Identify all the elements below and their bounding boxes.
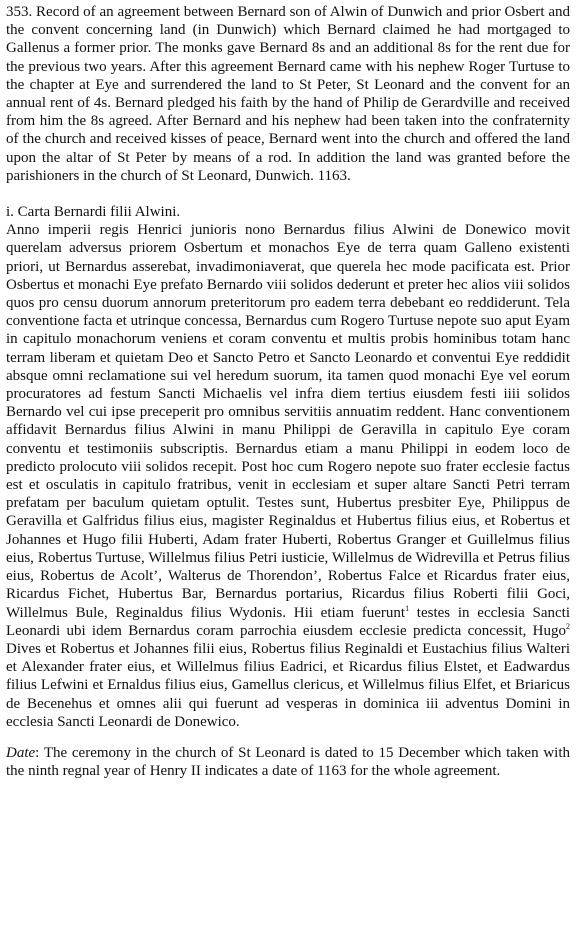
date-note bbox=[6, 744, 570, 780]
charter-text-part-3: Dives et Robertus et Johannes filii eius, Robertus filius Reginaldi et Eustachius filius Walteri et Alexander frater eius, et Willelmus filius Eadrici, et Ricardus filius Elstet, et Eadwardus filius Lefwini et Ernaldus filius eius, Gamellus clericus, et Willelmus filius Elfet, et Briaricus de Becenehus et omnes alii qui fuerunt ad vesperas in dominica iii adventus Domini in ecclesia Sancti Leonardi de Donewico. bbox=[6, 640, 570, 730]
record-text: 353. Record of an agreement between Bernard son of Alwin of Dunwich and prior Osbert and the convent concerning land (in Dunwich) which Bernard claimed he had mortgaged to Gallenus a former prior. The monks gave Bernard 8s and an additional 8s for the rent due for the previous two years. After this agreement Bernard came with his nephew Roger Turtuse to the chapter at Eye and surrendered the land to St Peter, St Leonard and the convent for an annual rent of 4s. Bernard pledged his faith by the hand of Philip de Gerardville and received from him the 8s agreed. After Bernard and his nephew had been taken into the confraternity of the church and received kisses of peace, Bernard went into the church and offered the land upon the altar of St Peter by means of a rod. In addition the land was granted before the parishioners in the church of St Leonard, Dunwich. 1163. bbox=[6, 4, 570, 184]
section-spacer bbox=[6, 731, 570, 744]
date-text: : The ceremony in the church of St Leonard is dated to 15 December which taken with the ninth regnal year of Henry II indicates a date of 1163 for the whole agreement. bbox=[6, 744, 570, 780]
footnote-mark-2: 2 bbox=[566, 621, 570, 631]
charter-text-part-2: testes in ecclesia Sancti Leonardi ubi idem Bernardus coram parrochia eiusdem ecclesie predicta concessit, Hugo bbox=[6, 604, 570, 639]
charter-text bbox=[6, 221, 570, 731]
section-spacer bbox=[6, 185, 570, 203]
date-note-text bbox=[6, 744, 570, 780]
date-label: Date bbox=[6, 744, 36, 761]
charter-heading: i. Carta Bernardi filii Alwini. bbox=[6, 204, 181, 221]
charter-section bbox=[6, 203, 570, 731]
footnote-mark-1: 1 bbox=[405, 603, 410, 613]
charter-text-part-1: Anno imperii regis Henrici junioris nono Bernardus filius Alwini de Donewico movit querelam adversus priorem Osbertum et monachos Eye de terra quam Galleno existenti priori, ut Bernardus asserebat, invadimoniaverat, que querela hec mode pacificata est. Prior Osbertus et monachi Eye prefato Bernardo viii solidos dederunt et preter hec alios viii solidos quos pro censu duorum annorum preteritorum pro eadem terra debebant eo reddiderunt. Tela conventione facta et utrinque concessa, Bernardus cum Rogero Turtuse nepote suo aput Eyam in capitulo monachorum veniens et coram conventu et multis probis hominibus totam hanc terram liberam et quietam Deo et Sancto Petro et Sancto Leonardo et conventui Eye reddidit absque omni reclamatione sui vel heredum suorum, ita tamen quod monachi Eye vel eorum procuratores ad festum Sancti Michaelis vel infra diem tertius eiusdem festi iiii solidos Bernardo vel cui ipse preceperit pro omnibus servitiis annuatim reddent. Hanc conventionem affidavit Bernardus filius Alwini in manu Philippi de Geravilla in capitulo Eye coram conventu et testimoniis subscriptis. Bernardus etiam a manu Philippi in eodem loco de predicto prolocuto viii solidos recepit. Post hoc cum Rogero nepote suo frater ecclesie factus est et osculatis in capitulo fratribus, venit in ecclesiam et super altare Sancti Petri terram prefatam per baculum quietam optulit. Testes sunt, Hubertus presbiter Eye, Philippus de Geravilla et Galfridus filius eius, magister Reginaldus et Hubertus filius eius, et Robertus et Johannes et Hugo filii Huberti, Adam frater Huberti, Robertus Granger et Guillelmus filius eius, Robertus Turtuse, Willelmus filius Petri iusticie, Willelmus de Widrevilla et Petrus filius eius, Robertus de Acolt’, Walterus de Thorendon’, Robertus Falce et Ricardus frater eius, Ricardus Fichet, Hubertus Bar, Bernardus portarius, Ricardus filius Roberti filii Goci, Willelmus Bule, Reginaldus filius Wydonis. Hii etiam fuerunt bbox=[6, 222, 570, 621]
record-summary bbox=[6, 3, 570, 185]
